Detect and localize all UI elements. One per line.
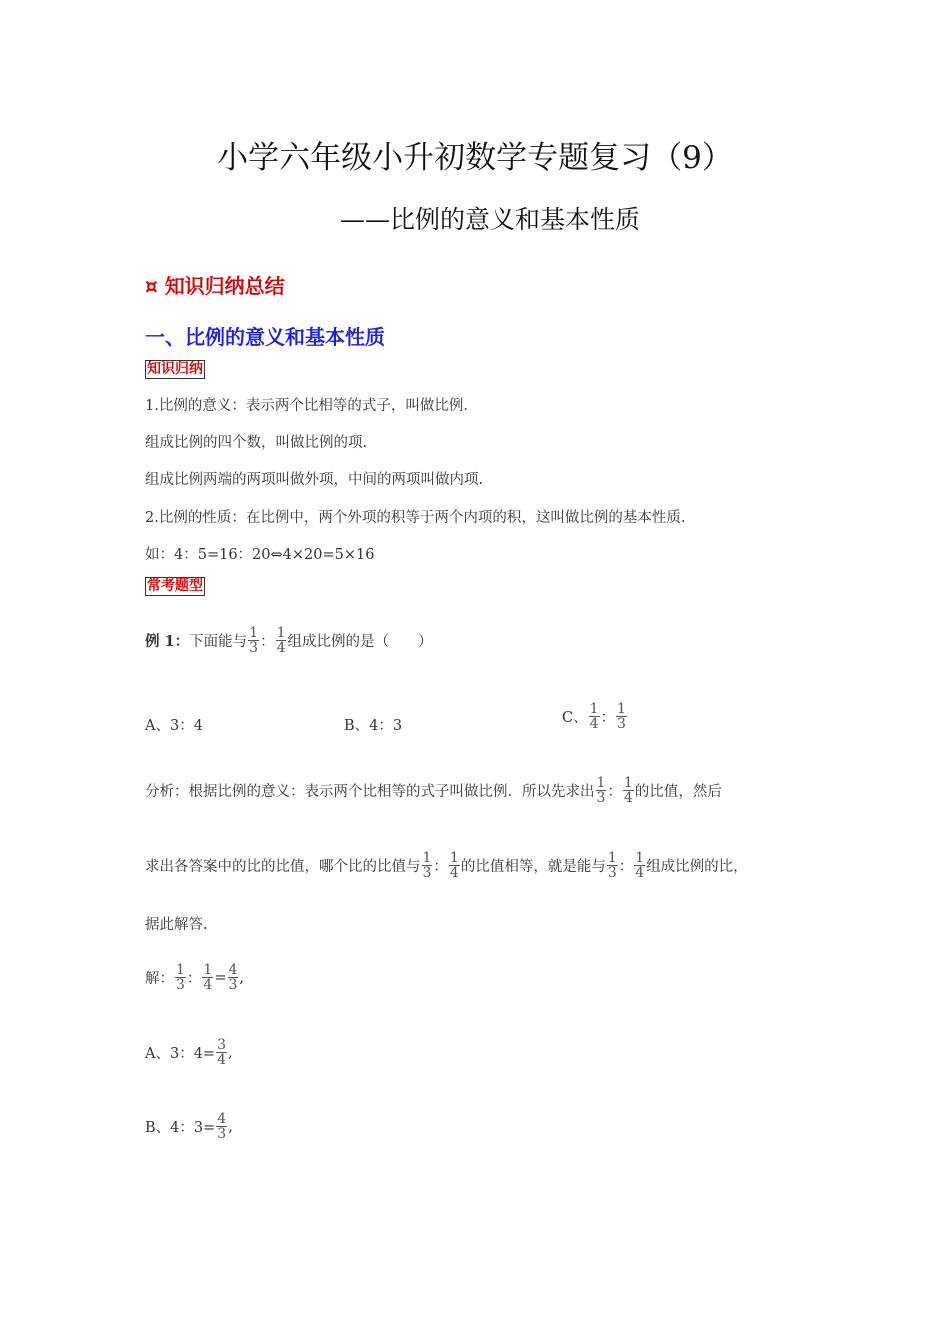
example-label: 例 1： — [145, 633, 190, 650]
fraction: $\frac{1}{4}$ — [276, 625, 286, 656]
knowledge-tag: 知识归纳 — [147, 361, 203, 377]
analysis-line-2: 求出各答案中的比的比值，哪个比的比值与 $\frac{1}{3}$ ： $\frac{1}{4}$ 的比值相等，就是能与 $\frac{1}{3}$ ： $\frac{1}{4}$ 组成比例的比， — [145, 850, 748, 881]
fraction: $\frac{4}{3}$ — [228, 962, 238, 993]
option-a: A、3：4 — [145, 718, 203, 734]
solution-label: 解： — [145, 971, 174, 987]
section-heading: 一、比例的意义和基本性质 — [145, 325, 385, 349]
fraction: $\frac{1}{3}$ — [422, 850, 432, 881]
option-b: B、4：3 — [344, 718, 403, 734]
example-text-before: 下面能与 — [189, 634, 248, 650]
fraction: $\frac{1}{4}$ — [203, 962, 213, 993]
fraction: $\frac{1}{4}$ — [635, 850, 645, 881]
knowledge-line-5: 如：4：5=16：20⇔4×20=5×16 — [145, 547, 375, 563]
page-subtitle: ——比例的意义和基本性质 — [339, 205, 640, 234]
example-1: 例 1： 下面能与 $\frac{1}{3}$ ： $\frac{1}{4}$ 组成比例的是（ ） — [145, 625, 433, 656]
fraction: $\frac{1}{3}$ — [617, 701, 626, 732]
common-question-tag: 常考题型 — [147, 578, 203, 594]
analysis-line-3: 据此解答. — [145, 917, 208, 933]
fraction: $\frac{1}{4}$ — [623, 775, 633, 806]
knowledge-line-2: 组成比例的四个数，叫做比例的项. — [145, 435, 368, 451]
solution-a: A、3：4= $\frac{3}{4}$ , — [145, 1037, 233, 1068]
solution-line: 解： $\frac{1}{3}$ ： $\frac{1}{4}$ = $\frac{4}{3}$ , — [145, 962, 245, 993]
fraction: $\frac{1}{3}$ — [249, 625, 259, 656]
page-title: 小学六年级小升初数学专题复习（9） — [217, 140, 733, 176]
solution-b: B、4：3= $\frac{4}{3}$ , — [145, 1111, 233, 1142]
fraction: $\frac{1}{3}$ — [596, 775, 606, 806]
knowledge-line-1: 1.比例的意义：表示两个比相等的式子，叫做比例. — [145, 398, 468, 414]
knowledge-line-3: 组成比例两端的两项叫做外项，中间的两项叫做内项. — [145, 472, 484, 488]
knowledge-line-4: 2.比例的性质：在比例中，两个外项的积等于两个内项的积，这叫做比例的基本性质. — [145, 510, 686, 526]
example-text-after: 组成比例的是（ ） — [287, 634, 433, 650]
fraction: $\frac{1}{3}$ — [607, 850, 617, 881]
fraction: $\frac{1}{3}$ — [176, 962, 185, 993]
analysis-line-1: 分析：根据比例的意义：表示两个比相等的式子叫做比例．所以先求出 $\frac{1}{3}$ ： $\frac{1}{4}$ 的比值，然后 — [145, 775, 722, 806]
option-c: C、 $\frac{1}{4}$ ： $\frac{1}{3}$ — [562, 701, 626, 732]
fraction: $\frac{3}{4}$ — [217, 1037, 226, 1068]
fraction: $\frac{1}{4}$ — [589, 701, 599, 732]
fraction: $\frac{4}{3}$ — [217, 1111, 227, 1142]
summary-heading: ¤ 知识归纳总结 — [145, 274, 285, 298]
fraction: $\frac{1}{4}$ — [449, 850, 459, 881]
